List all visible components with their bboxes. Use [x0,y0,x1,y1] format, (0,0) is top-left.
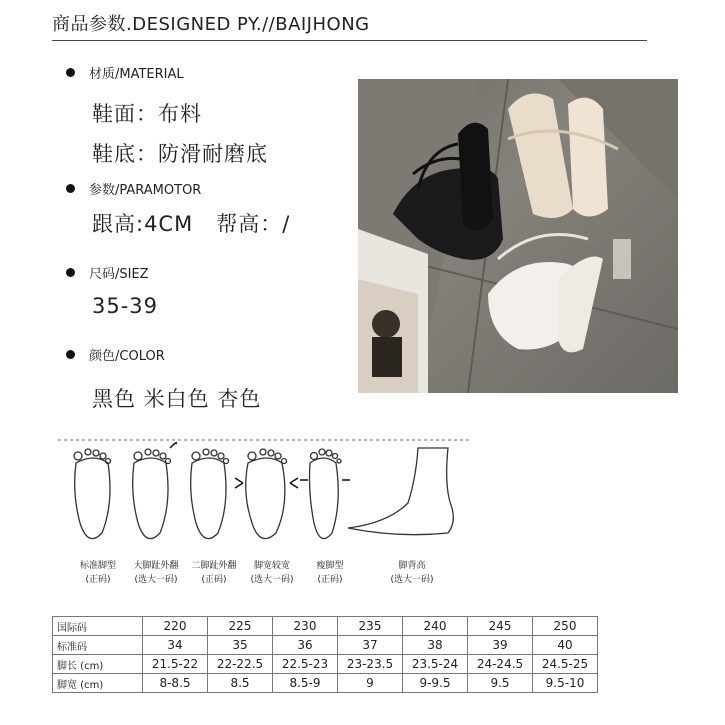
page-title: 商品参数.DESIGNED PY.//BAIJHONG [52,14,370,35]
foot-type-high-instep: 脚背高 (选大一码) [390,561,434,585]
table-row: 脚长 (cm) 21.5-22 22-22.5 22.5-23 23-23.5 23.5-24 24-24.5 24.5-25 [53,655,598,674]
foot-type-slim: 瘦脚型 (正码) [316,561,344,585]
size-section [66,263,149,282]
foot-type-wide: 脚宽较宽 (选大一码) [250,561,294,585]
size-chart-table [52,616,598,693]
color-value: 黑色 米白色 杏色 [92,387,262,411]
color-label: 颜色/COLOR [89,349,165,364]
product-photo [358,79,678,393]
foot-type-second-toe: 二脚趾外翻 (正码) [191,561,237,585]
foot-type-standard: 标准脚型 (正码) [79,561,116,585]
material-label: 材质/MATERIAL [89,67,184,82]
params-label: 参数/PARAMOTOR [89,183,202,198]
material-section [66,63,184,82]
table-row: 国际码 220 225 230 235 240 245 250 [53,617,598,636]
color-section [66,345,165,364]
bullet-icon [66,184,75,193]
material-sole: 鞋底：防滑耐磨底 [92,142,268,166]
params-value: 跟高:4CM 帮高：/ [92,212,291,236]
header-divider [52,40,647,41]
size-label: 尺码/SIEZ [89,267,149,282]
bullet-icon [66,68,75,77]
table-row: 脚宽 (cm) 8-8.5 8.5 8.5-9 9 9-9.5 9.5 9.5-10 [53,674,598,693]
params-section [66,179,201,198]
bullet-icon [66,268,75,277]
material-upper: 鞋面：布料 [92,102,202,126]
size-value: 35-39 [92,294,159,318]
foot-type-bunion: 大脚趾外翻 (选大一码) [133,561,179,585]
table-row: 标准码 34 35 36 37 38 39 40 [53,636,598,655]
bullet-icon [66,350,75,359]
